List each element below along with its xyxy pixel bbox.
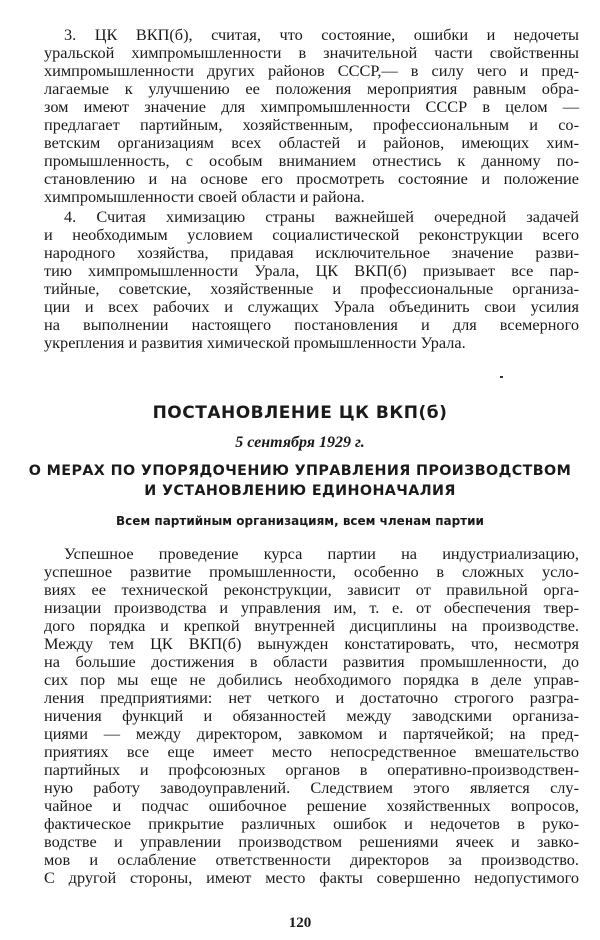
text-line: на большие достижения в области развития промышленности, до <box>44 652 579 671</box>
text-line: зом имеют значение для химпромышленности СССР в целом — <box>44 97 579 116</box>
text-line: тийные, советские, хозяйственные и профессиональные организа- <box>44 279 579 298</box>
text-line: ления предприятиями: нет четкого и достаточно строгого разгра- <box>44 688 579 707</box>
text-line: сих пор мы еще не добились необходимого порядка в деле управ- <box>44 670 579 689</box>
text-line: лагаемые к улучшению ее положения мероприятия равным обра- <box>44 79 579 98</box>
text-line: Успешное проведение курса партии на индустриализацию, <box>64 544 579 563</box>
text-line: успешное развитие промышленности, особенно в сложных усло- <box>44 562 579 581</box>
resolution-heading: ПОСТАНОВЛЕНИЕ ЦК ВКП(б) <box>152 403 448 423</box>
resolution-title-line-1: О МЕРАХ ПО УПОРЯДОЧЕНИЮ УПРАВЛЕНИЯ ПРОИЗВОДСТВОМ <box>28 463 572 479</box>
stray-mark <box>500 376 503 378</box>
text-line: на выполнении настоящего постановления и для всемерного <box>44 315 579 334</box>
text-line: промышленность, с особым вниманием отнестись к данному по- <box>44 151 579 170</box>
text-line: ции и всех рабочих и служащих Урала объединить свои усилия <box>44 297 579 316</box>
text-line: становлению и на основе его просмотреть состояние и положение <box>44 169 579 188</box>
addressee: Всем партийным организациям, всем членам партии <box>116 514 484 528</box>
text-line: укрепления и развития химической промышленности Урала. <box>44 333 466 352</box>
text-line: ную работу заводоуправлений. Следствием этого является слу- <box>44 778 579 797</box>
paragraph-3 <box>44 26 579 206</box>
text-line: мов и ослабление ответственности директоров за производство. <box>44 850 579 869</box>
text-line: ветским организациям всех областей и районов, имеющих хим- <box>44 133 579 152</box>
page-number: 120 <box>288 915 312 931</box>
resolution-title-line-2: И УСТАНОВЛЕНИЮ ЕДИНОНАЧАЛИЯ <box>144 483 456 499</box>
text-line: 4. Считая химизацию страны важнейшей очередной задачей <box>64 207 579 226</box>
text-line: химпромышленности других районов СССР,— в силу чего и пред- <box>44 61 579 80</box>
text-line: Между тем ЦК ВКП(б) вынужден констатировать, что, несмотря <box>44 634 579 653</box>
text-line: виях ее технической реконструкции, зависит от правильной орга- <box>44 580 579 599</box>
text-line: приятиях все еще имеет место непосредственное вмешательство <box>44 742 579 761</box>
paragraph-4 <box>44 208 579 352</box>
text-line: предлагает партийным, хозяйственным, профессиональным и со- <box>44 115 579 134</box>
text-line: чайное и подчас ошибочное решение хозяйственных вопросов, <box>44 796 579 815</box>
resolution-date: 5 сентября 1929 г. <box>235 434 365 451</box>
text-line: и необходимым условием социалистической реконструкции всего <box>44 225 579 244</box>
text-line: партийных и профсоюзных органов в оперативно-производствен- <box>44 760 579 779</box>
text-line: дого порядка и крепкой внутренней дисциплины на производстве. <box>44 616 579 635</box>
text-line: циями — между директором, завкомом и партячейкой; на пред- <box>44 724 579 743</box>
text-line: низации производства и управления им, т. е. от обеспечения твер- <box>44 598 579 617</box>
text-line: химпромышленности своей области и района. <box>44 187 365 206</box>
text-line: ничения функций и обязанностей между заводскими организа- <box>44 706 579 725</box>
text-line: тию химпромышленности Урала, ЦК ВКП(б) призывает все пар- <box>44 261 579 280</box>
body-text <box>44 545 579 887</box>
text-line: народного хозяйства, придавая исключительное значение разви- <box>44 243 579 262</box>
text-line: С другой стороны, имеют место факты совершенно недопустимого <box>44 868 579 887</box>
text-line: 3. ЦК ВКП(б), считая, что состояние, ошибки и недочеты <box>64 25 579 44</box>
text-line: уральской химпромышленности в значительной части свойственны <box>44 43 579 62</box>
text-line: фактическое прикрытие различных ошибок и недочетов в руко- <box>44 814 579 833</box>
text-line: водстве и управлении производством решениями ячеек и завко- <box>44 832 579 851</box>
